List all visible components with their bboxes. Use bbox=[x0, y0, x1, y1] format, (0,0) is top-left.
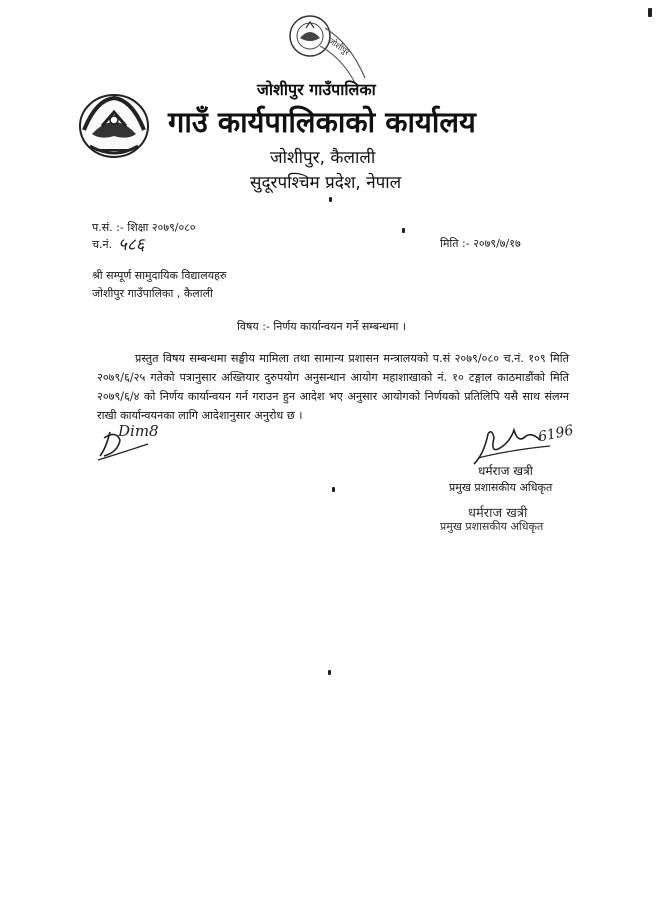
letter-body-text: प्रस्तुत विषय सम्बन्धमा सङ्घीय मामिला तथा सामान्य प्रशासन मन्त्रालयको प.सं २०७९/०८० च.नं. १०९ मिति २०७९/६/२५ गतेको पत्रानुसार अख्तियार दुरुपयोग अनुसन्धान आयोग महाशाखाको नं. १० टङ्गाल काठमाडौंको मिति २०७९/६/४ को निर्णय कार्यान्वयन गर्न गराउन हुन आदेश भए अनुसार आयोगको निर्णयको प्रतिलिपि यसै साथ संलग्न राखी कार्यान्वयनका लागि आदेशानुसार अनुरोध छ । bbox=[97, 352, 569, 422]
office-title: गाउँ कार्यपालिकाको कार्यालय bbox=[168, 105, 476, 139]
municipality-name: जोशीपुर गाउँपालिका bbox=[257, 80, 376, 99]
letter-body bbox=[97, 349, 569, 425]
stamp-name: धर्मराज खत्री bbox=[468, 506, 528, 521]
recipient-line-2: जोशीपुर गाउँपालिका , कैलाली bbox=[92, 287, 213, 300]
scan-speck bbox=[332, 487, 335, 492]
signature-handwritten-number: 6196 bbox=[536, 422, 575, 446]
scan-speck bbox=[648, 8, 652, 17]
recipient-line-1: श्री सम्पूर्ण सामुदायिक विद्यालयहरु bbox=[92, 269, 227, 282]
svg-text:जोशीपुर: जोशीपुर bbox=[326, 36, 352, 58]
district-line: जोशीपुर, कैलाली bbox=[270, 148, 376, 168]
stamp-designation: प्रमुख प्रशासकीय अधिकृत bbox=[440, 520, 544, 533]
signatory-designation: प्रमुख प्रशासकीय अधिकृत bbox=[449, 481, 553, 494]
scan-speck bbox=[402, 228, 405, 233]
dispatch-number-handwritten: ५८६ bbox=[118, 235, 145, 255]
nepal-emblem-icon bbox=[76, 90, 152, 164]
letter-date: मिति :- २०७९/७/१७ bbox=[440, 237, 521, 250]
scan-speck bbox=[329, 197, 332, 202]
dispatch-number-label: च.नं. bbox=[92, 238, 113, 251]
office-stamp-seal bbox=[270, 8, 380, 88]
handwritten-initials-text: Dim8 bbox=[118, 422, 159, 440]
letter-subject: विषय :- निर्णय कार्यान्वयन गर्ने सम्बन्धमा । bbox=[237, 320, 407, 333]
signatory-name: धर्मराज खत्री bbox=[478, 464, 533, 478]
scan-speck bbox=[328, 670, 331, 675]
reference-number: प.सं. :- शिक्षा २०७९/०८० bbox=[92, 221, 196, 234]
province-line: सुदूरपश्चिम प्रदेश, नेपाल bbox=[250, 173, 402, 193]
